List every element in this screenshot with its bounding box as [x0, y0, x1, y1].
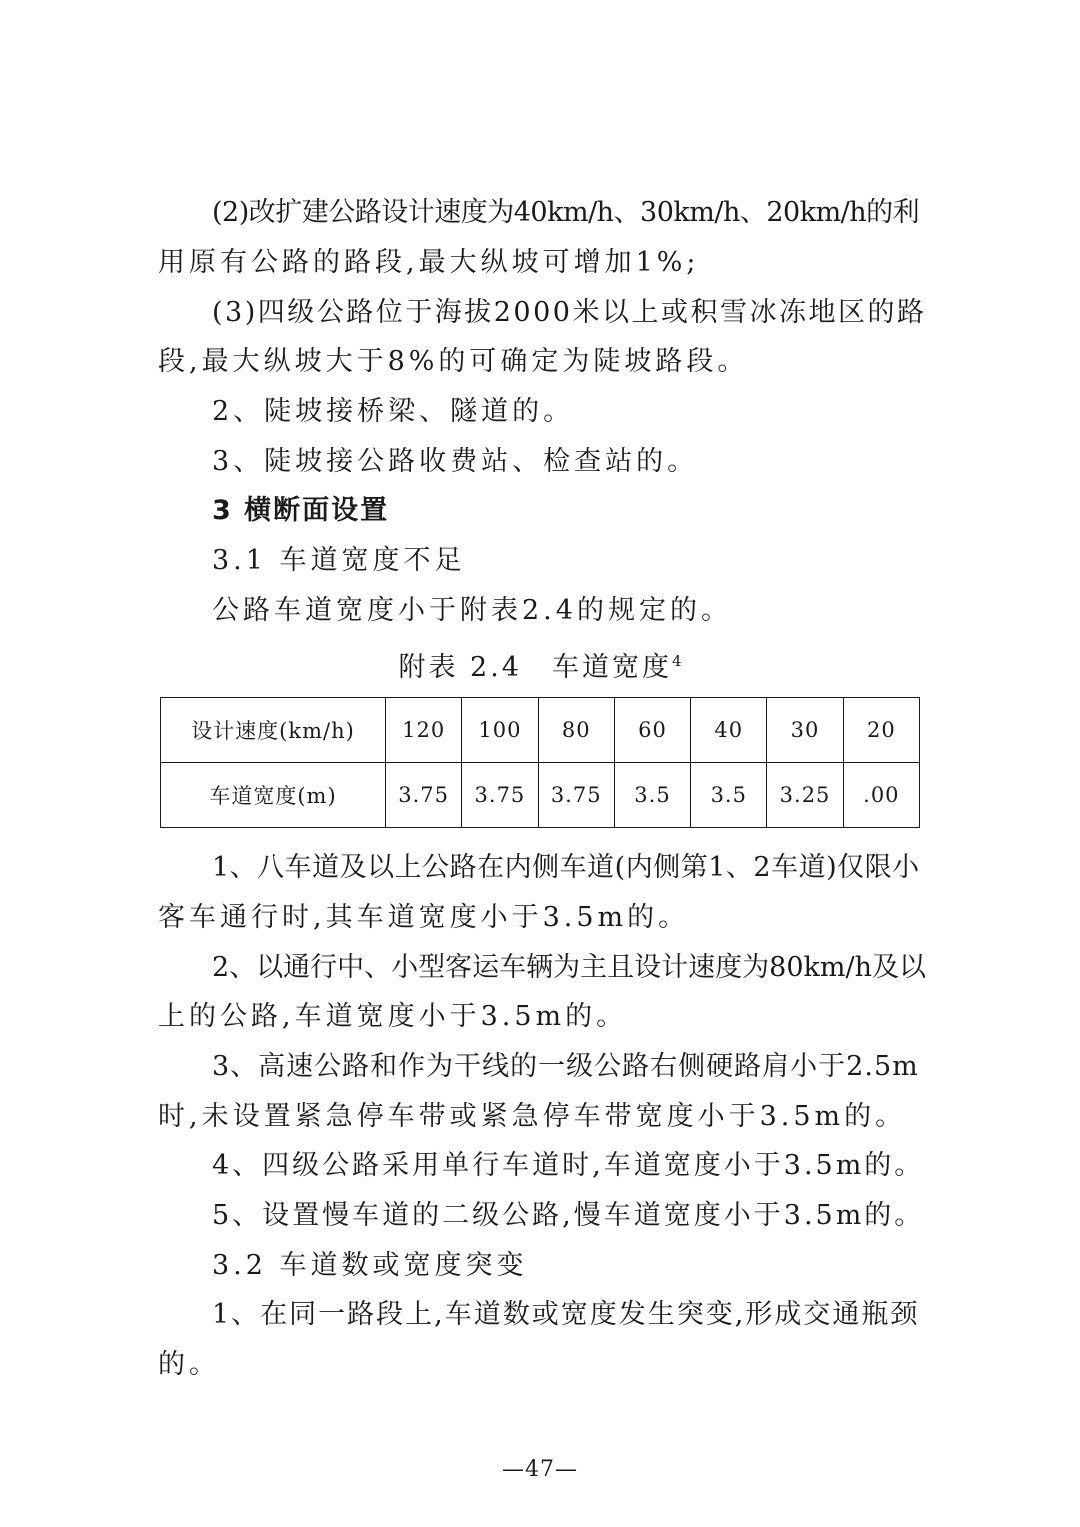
paragraph-line: (3)四级公路位于海拔2000米以上或积雪冰冻地区的路	[212, 297, 927, 328]
paragraph-line: 客车通行时,其车道宽度小于3.5m的。	[158, 902, 690, 933]
row-header-lane-width: 车道宽度(m)	[161, 763, 386, 828]
table-cell-speed: 120	[386, 698, 462, 763]
table-cell-width: 3.5	[691, 763, 767, 828]
paragraph-line: 3、高速公路和作为干线的一级公路右侧硬路肩小于2.5m	[212, 1051, 919, 1082]
table-cell-speed: 20	[843, 698, 919, 763]
paragraph-line: 时,未设置紧急停车带或紧急停车带宽度小于3.5m的。	[158, 1101, 907, 1132]
paragraph-line: 1、在同一路段上,车道数或宽度发生突变,形成交通瓶颈	[212, 1299, 920, 1330]
table-cell-width: 3.75	[538, 763, 614, 828]
table-cell-speed: 60	[614, 698, 690, 763]
section-heading: 3 横断面设置	[212, 495, 390, 526]
table-cell-width: .00	[843, 763, 919, 828]
table-row	[161, 698, 920, 763]
subsection-heading: 3.2 车道数或宽度突变	[212, 1250, 528, 1281]
table-cell-speed: 80	[538, 698, 614, 763]
paragraph-line: 公路车道宽度小于附表2.4的规定的。	[212, 595, 732, 626]
paragraph-line: 3、陡坡接公路收费站、检查站的。	[212, 446, 699, 477]
table-cell-width: 3.75	[462, 763, 538, 828]
table-caption-text: 附表 2.4 车道宽度	[398, 652, 672, 683]
paragraph-line: 的。	[158, 1349, 220, 1380]
paragraph-line: 2、以通行中、小型客运车辆为主且设计速度为80km/h及以	[212, 952, 926, 983]
table-cell-width: 3.75	[386, 763, 462, 828]
table-cell-width: 3.5	[614, 763, 690, 828]
lane-width-table	[160, 697, 920, 828]
table-caption-footnote: 4	[671, 652, 682, 670]
table-cell-speed: 100	[462, 698, 538, 763]
paragraph-line: 2、陡坡接桥梁、隧道的。	[212, 396, 575, 427]
paragraph-line: 段,最大纵坡大于8%的可确定为陡坡路段。	[158, 346, 749, 377]
subsection-heading: 3.1 车道宽度不足	[212, 545, 466, 576]
table-cell-width: 3.25	[767, 763, 843, 828]
paragraph-line: 上的公路,车道宽度小于3.5m的。	[158, 1001, 628, 1032]
paragraph-line: (2)改扩建公路设计速度为40km/h、30km/h、20km/h的利	[212, 197, 920, 228]
table-cell-speed: 40	[691, 698, 767, 763]
paragraph-line: 4、四级公路采用单行车道时,车道宽度小于3.5m的。	[212, 1150, 925, 1181]
row-header-design-speed: 设计速度(km/h)	[161, 698, 386, 763]
page-number: —47—	[502, 1457, 578, 1482]
paragraph-line: 用原有公路的路段,最大纵坡可增加1%;	[158, 247, 700, 278]
table-caption	[0, 641, 1080, 688]
table-cell-speed: 30	[767, 698, 843, 763]
paragraph-line: 5、设置慢车道的二级公路,慢车道宽度小于3.5m的。	[212, 1200, 925, 1231]
paragraph-line: 1、八车道及以上公路在内侧车道(内侧第1、2车道)仅限小	[212, 852, 920, 883]
table-row	[161, 763, 920, 828]
